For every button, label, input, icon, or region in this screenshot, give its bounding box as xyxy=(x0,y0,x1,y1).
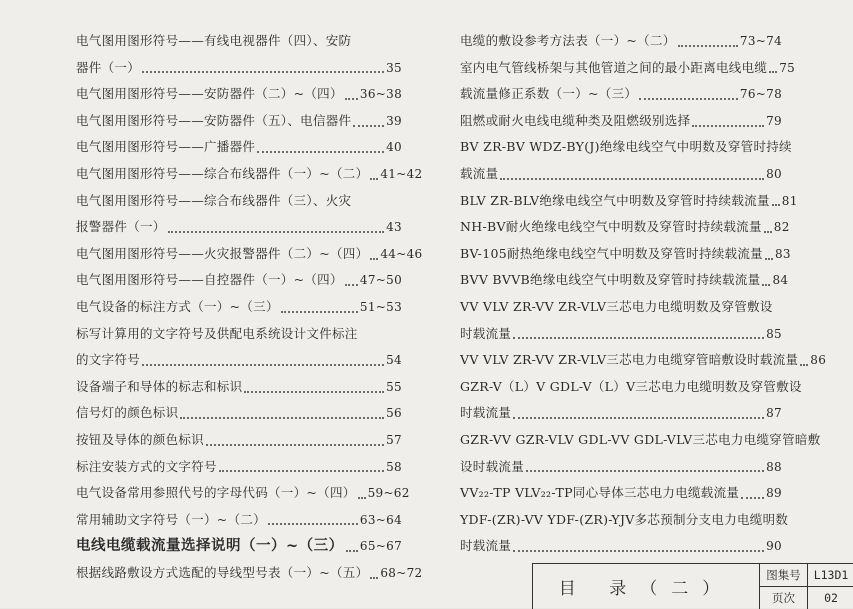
toc-entry-text: 时载流量 xyxy=(460,400,511,427)
toc-page-number: 63~64 xyxy=(360,507,402,534)
dot-leader xyxy=(762,283,770,286)
dot-leader xyxy=(513,549,764,552)
dot-leader xyxy=(769,70,777,73)
dot-leader xyxy=(692,124,764,127)
toc-entry-text: BV-105耐热绝缘电线空气中明数及穿管时持续载流量 xyxy=(460,241,763,268)
dot-leader xyxy=(281,310,358,313)
toc-page-number: 55 xyxy=(386,374,402,401)
toc-entry xyxy=(76,507,402,534)
toc-entry-text: VV VLV ZR-VV ZR-VLV三芯电力电缆穿管暗敷设时载流量 xyxy=(460,347,798,374)
toc-page-number: 85 xyxy=(766,321,782,348)
page-number-value: 02 xyxy=(808,587,853,609)
toc-entry-text: 电气图用图形符号——火灾报警器件（二）~（四） xyxy=(76,241,368,268)
dot-leader xyxy=(678,44,738,47)
dot-leader xyxy=(741,496,764,499)
toc-entry xyxy=(76,161,402,188)
toc-entry xyxy=(76,400,402,427)
atlas-number-label: 图集号 xyxy=(760,564,808,587)
toc-entry-text: 电气图用图形符号——安防器件（二）~（四） xyxy=(76,81,343,108)
dot-leader xyxy=(142,363,384,366)
toc-entry xyxy=(460,507,782,534)
toc-page-number: 47~50 xyxy=(360,267,402,294)
dot-leader xyxy=(513,336,764,339)
toc-entry xyxy=(460,347,782,374)
toc-entry xyxy=(460,81,782,108)
toc-entry xyxy=(76,108,402,135)
toc-page-number: 84 xyxy=(772,267,788,294)
toc-entry xyxy=(76,533,402,560)
toc-entry-text: 电气图用图形符号——广播器件 xyxy=(76,134,255,161)
toc-page-number: 81 xyxy=(782,188,798,215)
toc-page-number: 82 xyxy=(774,214,790,241)
toc-entry-text: 按钮及导体的颜色标识 xyxy=(76,427,204,454)
dot-leader xyxy=(800,363,808,366)
toc-entry-text: 载流量 xyxy=(460,161,498,188)
toc-entry xyxy=(76,55,402,82)
toc-page-number: 36~38 xyxy=(360,81,402,108)
dot-leader xyxy=(639,97,738,100)
toc-entry xyxy=(460,321,782,348)
dot-leader xyxy=(345,97,358,100)
toc-entry xyxy=(76,134,402,161)
toc-entry xyxy=(460,267,782,294)
toc-entry xyxy=(76,81,402,108)
toc-page-number: 40 xyxy=(386,134,402,161)
toc-entry-text: VV₂₂-TP VLV₂₂-TP同心导体三芯电力电缆载流量 xyxy=(460,480,739,507)
toc-entry xyxy=(460,214,782,241)
toc-entry-text: 标注安装方式的文字符号 xyxy=(76,454,217,481)
toc-entry-text: 标写计算用的文字符号及供配电系统设计文件标注 xyxy=(76,321,358,348)
toc-entry-text: 信号灯的颜色标识 xyxy=(76,400,178,427)
toc-entry-text: GZR-V（L）V GDL-V（L）V三芯电力电缆明数及穿管敷设 xyxy=(460,374,802,401)
toc-entry xyxy=(76,454,402,481)
dot-leader xyxy=(353,124,384,127)
dot-leader xyxy=(219,469,384,472)
toc-entry-text: BLV ZR-BLV绝缘电线空气中明数及穿管时持续载流量 xyxy=(460,188,770,215)
toc-entry-text: 电气图用图形符号——自控器件（一）~（四） xyxy=(76,267,343,294)
toc-entry-text: 设时载流量 xyxy=(460,454,524,481)
toc-entry-text: YDF-(ZR)-VV YDF-(ZR)-YJV多芯预制分支电力电缆明数 xyxy=(460,507,788,534)
toc-page-number: 43 xyxy=(386,214,402,241)
toc-entry-text: 电气设备常用参照代号的字母代码（一）~（四） xyxy=(76,480,356,507)
dot-leader xyxy=(268,522,358,525)
dot-leader xyxy=(370,257,378,260)
dot-leader xyxy=(764,230,772,233)
dot-leader xyxy=(180,416,384,419)
dot-leader xyxy=(168,230,385,233)
toc-page-number: 54 xyxy=(386,347,402,374)
toc-page-number: 65~67 xyxy=(360,533,402,560)
toc-entry xyxy=(76,267,402,294)
toc-entry xyxy=(76,480,402,507)
toc-entry xyxy=(76,374,402,401)
toc-entry-text: 电气设备的标注方式（一）~（三） xyxy=(76,294,279,321)
dot-leader xyxy=(257,150,384,153)
toc-entry xyxy=(76,28,402,55)
toc-entry xyxy=(460,480,782,507)
toc-page-number: 90 xyxy=(766,533,782,560)
toc-page-number: 79 xyxy=(766,108,782,135)
toc-entry xyxy=(460,374,782,401)
toc-entry xyxy=(460,533,782,560)
toc-page-number: 83 xyxy=(775,241,791,268)
dot-leader xyxy=(765,257,773,260)
dot-leader xyxy=(206,443,384,446)
toc-entry xyxy=(76,214,402,241)
toc-entry xyxy=(460,427,782,454)
toc-page-number: 68~72 xyxy=(380,560,422,587)
toc-page-number: 59~62 xyxy=(368,480,410,507)
toc-page-number: 41~42 xyxy=(380,161,422,188)
toc-entry xyxy=(76,347,402,374)
toc-entry xyxy=(460,400,782,427)
toc-entry-text: NH-BV耐火绝缘电线空气中明数及穿管时持续载流量 xyxy=(460,214,762,241)
toc-page-number: 44~46 xyxy=(380,241,422,268)
toc-page-number: 87 xyxy=(766,400,782,427)
toc-page-number: 39 xyxy=(386,108,402,135)
dot-leader xyxy=(513,416,764,419)
toc-left-column xyxy=(76,28,402,586)
dot-leader xyxy=(526,469,764,472)
dot-leader xyxy=(346,549,358,552)
toc-entry-text: 时载流量 xyxy=(460,533,511,560)
toc-entry xyxy=(460,161,782,188)
toc-entry-text: 常用辅助文字符号（一）~（二） xyxy=(76,507,266,534)
toc-entry-text: 电线电缆载流量选择说明（一）~（三） xyxy=(76,533,344,560)
atlas-number-value: L13D1 xyxy=(808,564,853,587)
toc-page-number: 58 xyxy=(386,454,402,481)
toc-entry-text: GZR-VV GZR-VLV GDL-VV GDL-VLV三芯电力电缆穿管暗敷 xyxy=(460,427,821,454)
toc-entry xyxy=(460,294,782,321)
toc-entry xyxy=(460,134,782,161)
toc-page-number: 35 xyxy=(386,55,402,82)
dot-leader xyxy=(500,177,764,180)
toc-page-number: 73~74 xyxy=(740,28,782,55)
toc-entry xyxy=(76,188,402,215)
toc-entry xyxy=(460,241,782,268)
toc-entry-text: 器件（一） xyxy=(76,55,140,82)
dot-leader xyxy=(370,576,378,579)
toc-entry xyxy=(76,427,402,454)
document-title: 目 录（二） xyxy=(533,564,760,609)
toc-entry-text: 的文字符号 xyxy=(76,347,140,374)
toc-entry-text: 时载流量 xyxy=(460,321,511,348)
toc-entry-text: 阻燃或耐火电线电缆种类及阻燃级别选择 xyxy=(460,108,690,135)
toc-entry-text: 报警器件（一） xyxy=(76,214,166,241)
title-block-grid xyxy=(760,564,853,609)
toc-entry-text: BV ZR-BV WDZ-BY(J)绝缘电线空气中明数及穿管时持续 xyxy=(460,134,792,161)
toc-entry xyxy=(460,28,782,55)
page-number-label: 页次 xyxy=(760,587,808,609)
toc-entry-text: 电气图用图形符号——安防器件（五）、电信器件 xyxy=(76,108,351,135)
toc-page-number: 76~78 xyxy=(740,81,782,108)
toc-page-number: 88 xyxy=(766,454,782,481)
title-block xyxy=(532,563,853,609)
dot-leader xyxy=(772,203,780,206)
toc-page-number: 89 xyxy=(766,480,782,507)
dot-leader xyxy=(358,496,366,499)
dot-leader xyxy=(244,390,384,393)
toc-entry xyxy=(460,188,782,215)
toc-entry xyxy=(76,241,402,268)
toc-entry xyxy=(76,560,402,587)
toc-entry-text: 根据线路敷设方式选配的导线型号表（一）~（五） xyxy=(76,560,368,587)
toc-page-number: 86 xyxy=(810,347,826,374)
toc-page-number: 80 xyxy=(766,161,782,188)
toc-entry-text: 电气图用图形符号——综合布线器件（一）~（二） xyxy=(76,161,368,188)
toc-entry-text: 载流量修正系数（一）~（三） xyxy=(460,81,637,108)
toc-page-number: 56 xyxy=(386,400,402,427)
toc-entry-text: 电缆的敷设参考方法表（一）~（二） xyxy=(460,28,676,55)
toc-entry xyxy=(460,55,782,82)
toc-entry-text: VV VLV ZR-VV ZR-VLV三芯电力电缆明数及穿管敷设 xyxy=(460,294,773,321)
dot-leader xyxy=(142,70,384,73)
toc-page-number: 57 xyxy=(386,427,402,454)
dot-leader xyxy=(345,283,358,286)
toc-right-column xyxy=(460,28,782,560)
toc-entry xyxy=(76,321,402,348)
toc-entry xyxy=(460,454,782,481)
toc-entry-text: 设备端子和导体的标志和标识 xyxy=(76,374,242,401)
toc-entry-text: 电气图用图形符号——有线电视器件（四）、安防 xyxy=(76,28,351,55)
toc-page-number: 75 xyxy=(779,55,795,82)
toc-entry-text: 电气图用图形符号——综合布线器件（三）、火灾 xyxy=(76,188,351,215)
toc-entry xyxy=(76,294,402,321)
toc-entry-text: 室内电气管线桥架与其他管道之间的最小距离电线电缆 xyxy=(460,55,767,82)
toc-entry-text: BVV BVVB绝缘电线空气中明数及穿管时持续载流量 xyxy=(460,267,760,294)
toc-page-number: 51~53 xyxy=(360,294,402,321)
dot-leader xyxy=(370,177,378,180)
toc-entry xyxy=(460,108,782,135)
